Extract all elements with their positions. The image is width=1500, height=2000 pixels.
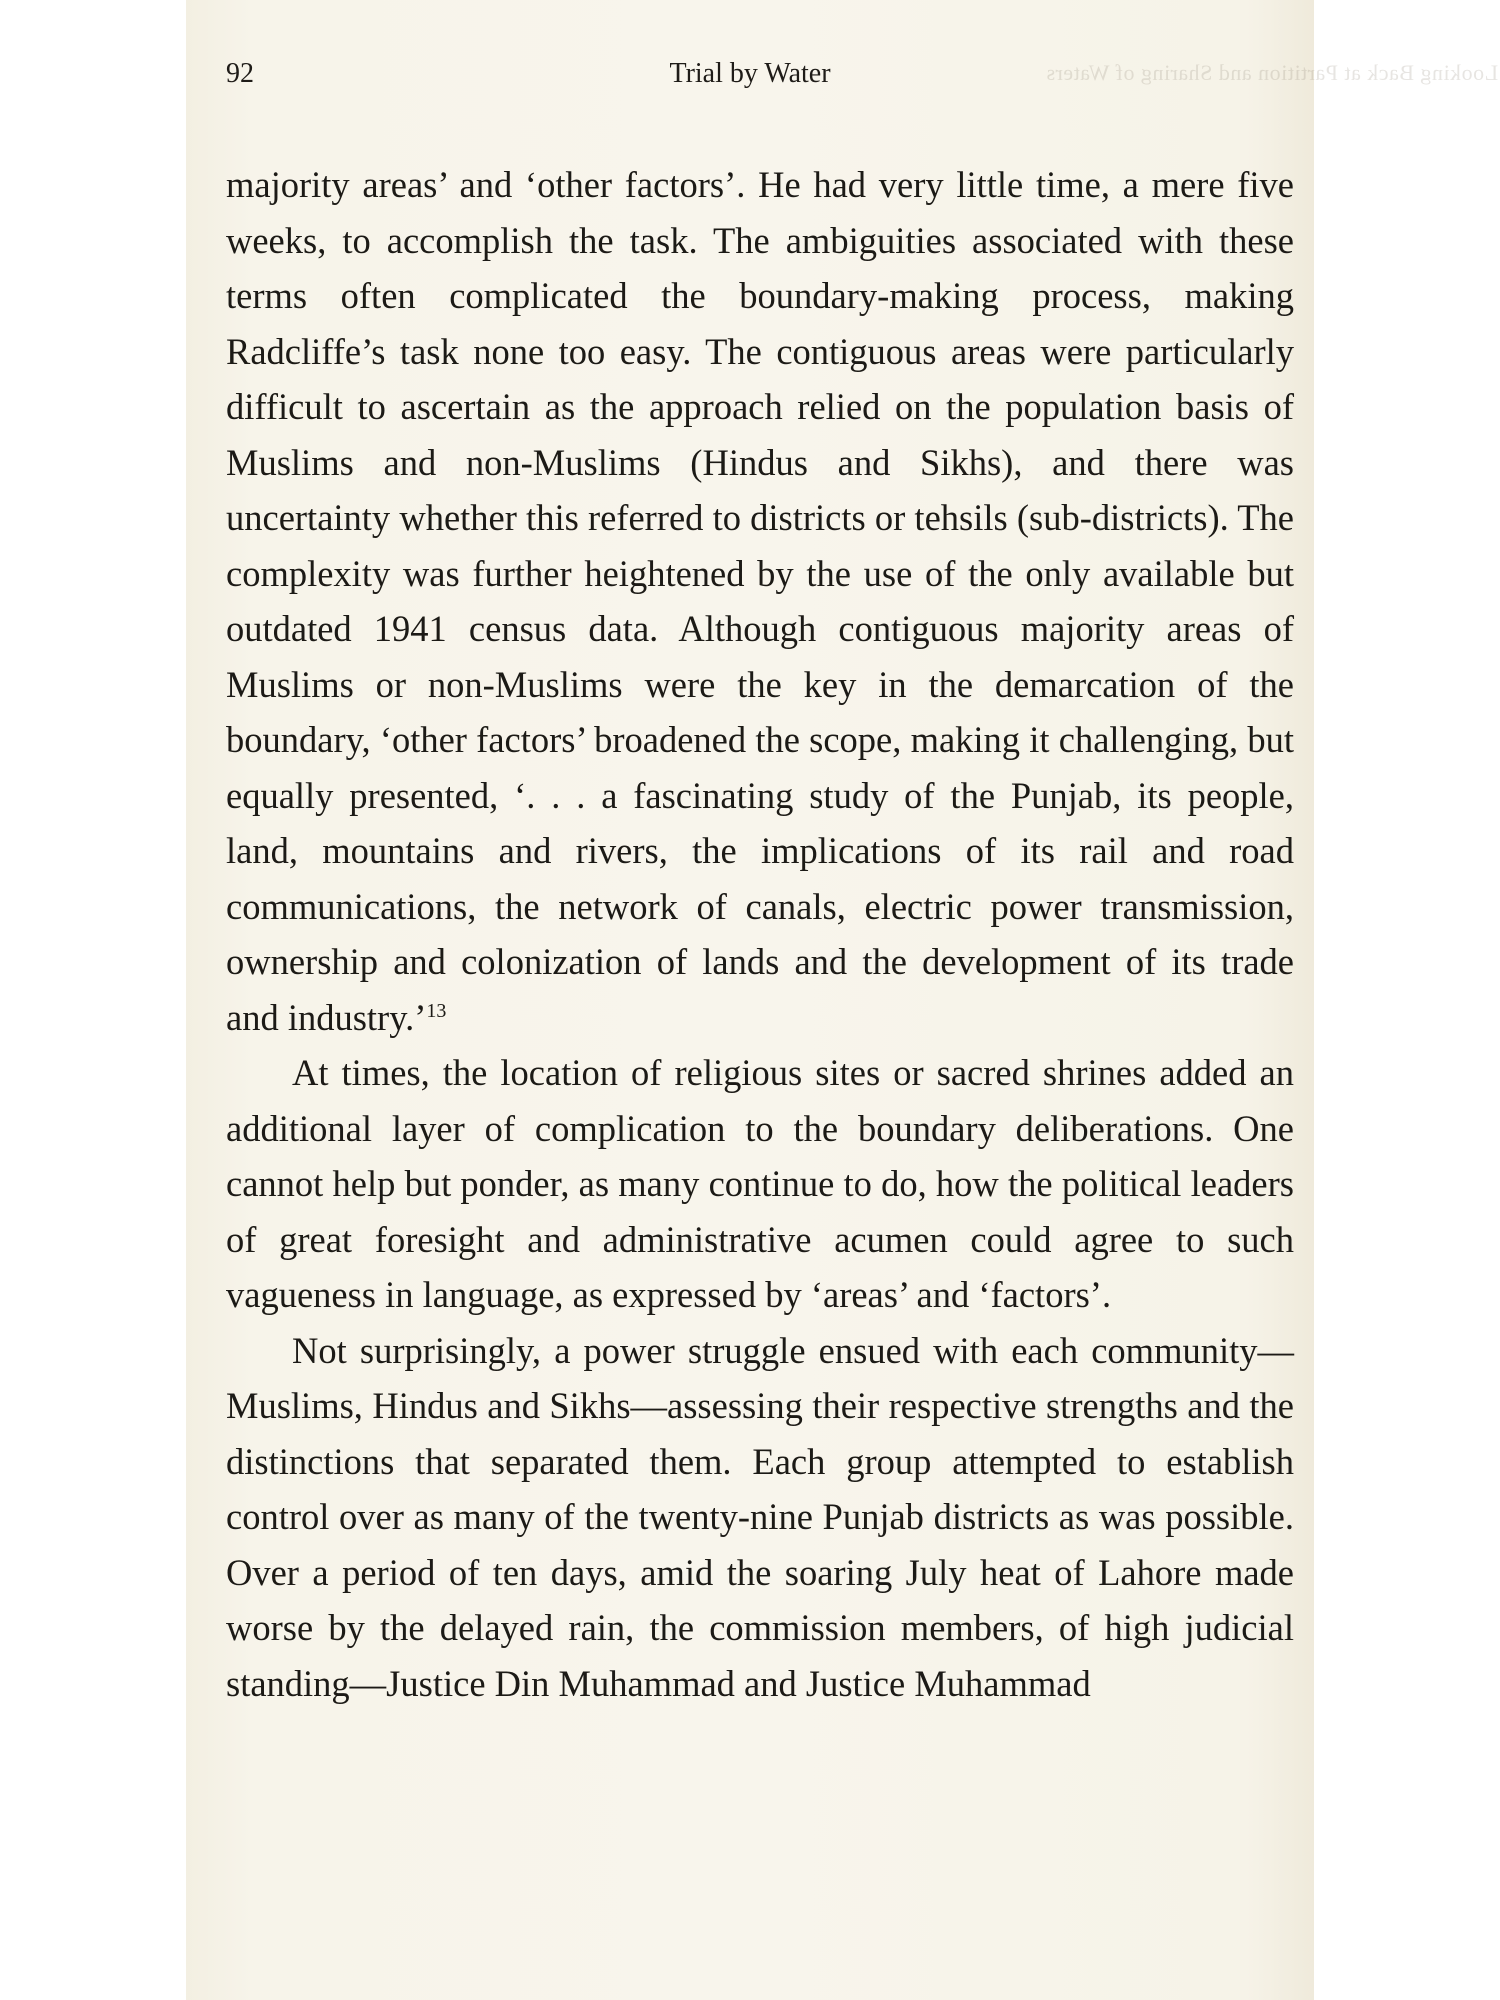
book-page [186, 0, 1499, 2000]
book-title: Trial by Water [669, 58, 831, 89]
paragraph-3: Not surprisingly, a power struggle ensued with each community—Muslims, Hindus and Sikhs—assessing their respective strengths and the distinctions that separated them. Each group attempted to establish control over as many of the twenty-nine Punjab districts as was possible. Over a period of ten days, amid the soaring July heat of Lahore made worse by the delayed rain, the commission members, of high judicial standing—Justice Din Muhammad and Justice Muhammad [226, 1329, 1294, 1704]
paragraph-2: At times, the location of religious sites or sacred shrines added an additional layer of complication to the boundary deliberations. One cannot help but ponder, as many continue to do, how the political leaders of great foresight and administrative acumen could agree to such vagueness in language, as expressed by ‘areas’ and ‘factors’. [226, 1052, 1294, 1315]
paragraph-1 [226, 157, 1294, 1045]
body-text [226, 157, 1294, 1711]
footnote-marker: 13 [426, 999, 447, 1022]
running-header [226, 58, 1274, 98]
page-number: 92 [226, 58, 254, 89]
paragraph-1-text: majority areas’ and ‘other factors’. He had very little time, a mere five weeks, to accomplish the task. The ambiguities associated with these terms often complicated the boundary-making process, making Radcliffe’s task none too easy. The contiguous areas were particularly difficult to ascertain as the approach relied on the population basis of Muslims and non-Muslims (Hindus and Sikhs), and there was uncertainty whether this referred to districts or tehsils (sub-districts). The complexity was further heightened by the use of the only available but outdated 1941 census data. Although contiguous majority areas of Muslims or non-Muslims were the key in the demarcation of the boundary, ‘other factors’ broadened the scope, making it challenging, but equally presented, ‘. . . a fascinating study of the Punjab, its people, land, mountains and rivers, the implications of its rail and road communications, the network of canals, electric power transmission, ownership and colonization of lands and the development of its trade and industry.’ [226, 164, 1294, 1038]
show-through-text: Looking Back at Partition and Sharing of Waters [1046, 60, 1499, 85]
